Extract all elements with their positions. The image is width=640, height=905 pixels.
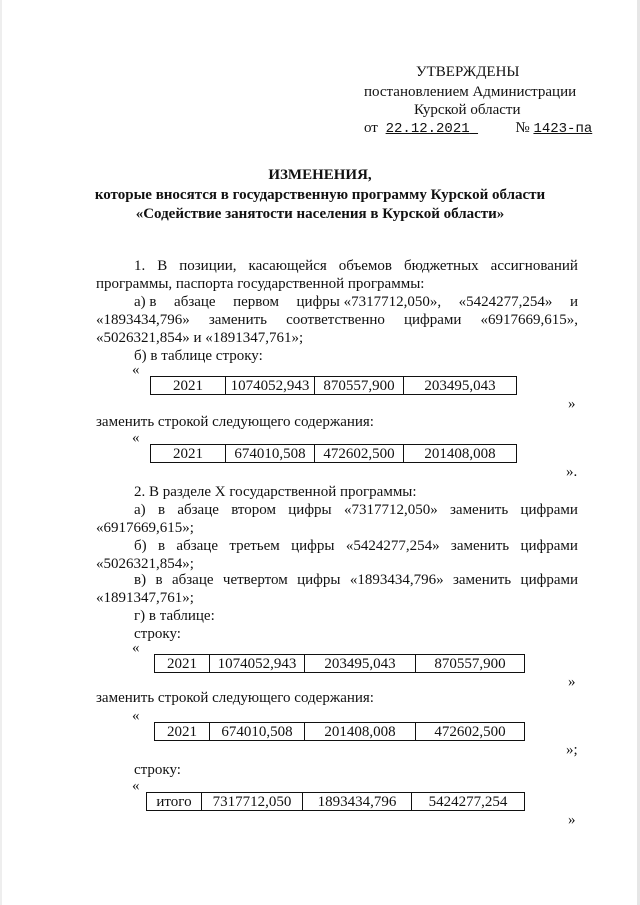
word: в) [134,572,147,588]
word: цифры [297,572,341,588]
approval-heading: УТВЕРЖДЕНЫ [416,64,520,80]
s2-heading: 2. В разделе X государственной программы: [134,484,417,500]
word: заменить [452,572,512,588]
word: цифрами [520,538,578,554]
word: объемов [338,258,392,274]
word: третьем [229,538,280,554]
s1-replace-label: заменить строкой следующего содержания: [96,414,374,430]
word: абзаце [177,502,219,518]
s2-row-label: строку: [134,626,181,642]
word: первом [233,294,279,310]
s1-paragraph-line1 [134,258,578,275]
page-edge-left [0,0,2,905]
s2-item-a-line2: «6917669,615»; [96,520,194,536]
word: абзаце [176,538,218,554]
table-row [155,655,525,673]
close-quote: » [568,674,576,690]
word: цифрами [520,572,578,588]
open-quote: « [132,640,140,656]
word: заменить [208,312,267,328]
table-row-old-2 [154,654,525,673]
table-cell: 203495,043 [404,377,517,395]
table-cell: 674010,508 [210,723,305,741]
close-quote-semicolon: »; [566,742,578,758]
word: «5424277,254» [345,538,440,554]
s1-item-a-line3: «5026321,854» и «1891347,761»; [96,330,304,346]
word: «6917669,615», [480,312,578,328]
word: заменить [449,502,509,518]
s1-item-b: б) в таблице строку: [134,348,263,364]
table-cell: 203495,043 [305,655,416,673]
close-quote: » [568,396,576,412]
word: касающейся [248,258,327,274]
s1-item-a-line1 [134,294,578,311]
word: в [155,572,163,588]
table-row [147,793,525,811]
open-quote: « [132,430,140,446]
date-underline [470,121,506,138]
table-row [151,445,517,463]
table-row-old-1 [150,376,517,395]
word: в [157,502,166,518]
close-quote: » [568,812,576,828]
table-cell: 201408,008 [404,445,517,463]
word: а) [134,502,146,518]
word: позиции, [179,258,237,274]
open-quote: « [132,362,140,378]
table-cell: 5424277,254 [412,793,525,811]
table-cell: итого [147,793,202,811]
doc-program-name: «Содействие занятости населения в Курской области» [135,206,505,222]
word: втором [231,502,276,518]
s1-item-a-line2 [96,312,578,329]
word: четвертом [222,572,288,588]
table-row [151,377,517,395]
table-cell: 1893434,796 [303,793,412,811]
approval-number: 1423-па [533,121,593,137]
word: В [157,258,168,274]
word: и [569,294,578,310]
s2-item-c-line2: «1891347,761»; [96,590,194,606]
approval-date: 22.12.2021 [385,121,470,137]
table-row-new-1 [150,444,517,463]
from-label: от [364,120,378,136]
s2-row-label-2: строку: [134,762,181,778]
word: «5424277,254» [458,294,553,310]
table-cell: 1074052,943 [210,655,305,673]
table-cell: 870557,900 [416,655,525,673]
approval-line-region: Курской области [414,102,521,118]
s2-item-c-line1 [134,572,578,589]
word: 1. [134,258,146,274]
s2-replace-label: заменить строкой следующего содержания: [96,690,374,706]
s2-item-b-line2: «5026321,854»; [96,556,194,572]
table-row-total [146,792,525,811]
table-cell: 2021 [151,377,226,395]
table-cell: 2021 [151,445,226,463]
word: бюджетных [403,258,479,274]
word: ассигнований [490,258,578,274]
word: цифры [291,538,335,554]
word: цифрами [520,502,578,518]
word: абзаце [171,572,214,588]
word: заменить [450,538,510,554]
table-cell: 2021 [155,655,210,673]
word: в [157,538,166,554]
s2-item-g: г) в таблице: [134,608,215,624]
s2-item-b-line1 [134,538,578,555]
word: цифры [288,502,332,518]
table-cell: 870557,900 [315,377,404,395]
word: абзаце [174,294,216,310]
word: «1893434,796» [96,312,190,328]
word: соответственно [286,312,385,328]
word: а) в [134,294,157,310]
word: цифрами [403,312,462,328]
table-cell: 472602,500 [416,723,525,741]
close-quote-period: ». [566,464,578,480]
table-cell: 472602,500 [315,445,404,463]
open-quote: « [132,778,140,794]
word: «7317712,050» [343,502,438,518]
table-cell: 7317712,050 [202,793,303,811]
table-cell: 201408,008 [305,723,416,741]
table-cell: 674010,508 [226,445,315,463]
s2-item-a-line1 [134,502,578,519]
approval-line-decree: постановлением Администрации [364,84,577,100]
table-row [155,723,525,741]
word: цифры «7317712,050», [296,294,442,310]
doc-subtitle: которые вносятся в государственную программу Курской области [94,187,546,203]
doc-title: ИЗМЕНЕНИЯ, [268,167,372,183]
table-cell: 1074052,943 [226,377,315,395]
table-cell: 2021 [155,723,210,741]
s1-paragraph-line2: программы, паспорта государственной программы: [96,276,425,292]
number-label: № [515,120,530,136]
table-row-new-2 [154,722,525,741]
open-quote: « [132,708,140,724]
approval-line-date [364,120,592,138]
word: «1893434,796» [349,572,444,588]
word: б) [134,538,147,554]
